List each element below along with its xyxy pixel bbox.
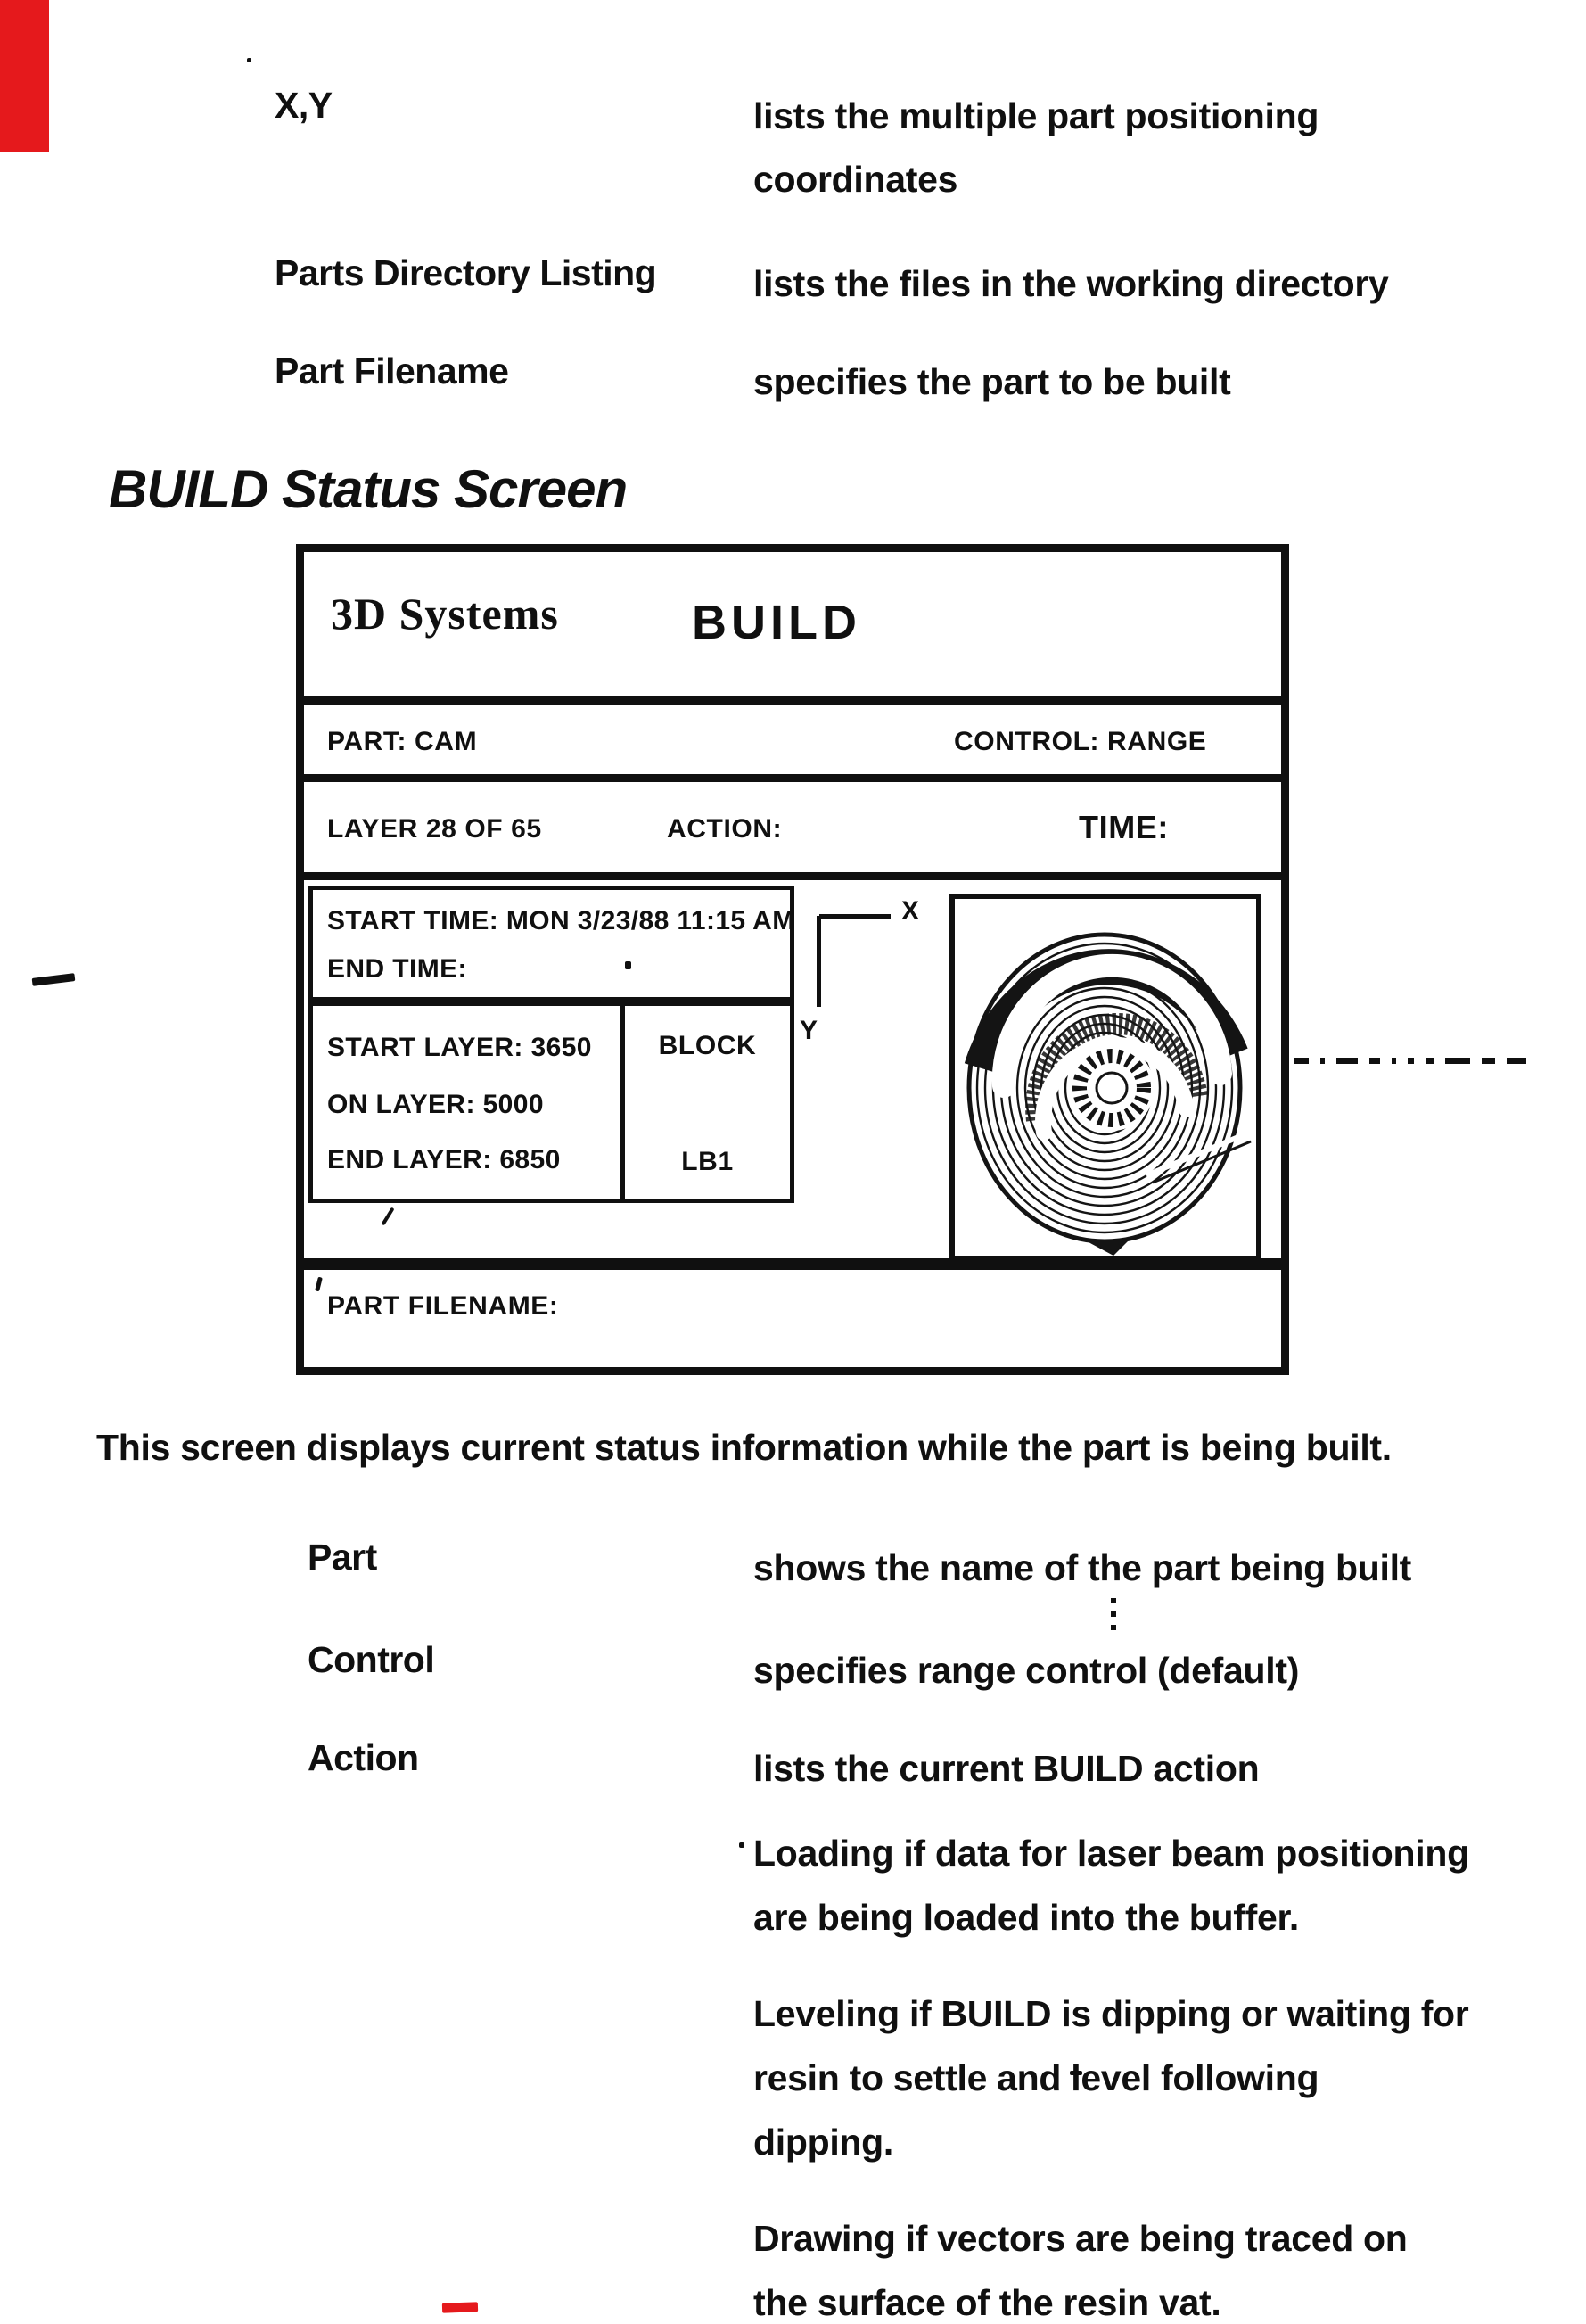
part-field: PART: CAM: [327, 727, 478, 756]
control-field: CONTROL: RANGE: [954, 727, 1207, 756]
definition-text: lists the current BUILD action: [753, 1748, 1260, 1789]
block-cell: [620, 1006, 790, 1199]
definition-term: Parts Directory Listing: [275, 252, 657, 293]
paragraph-line: dipping.: [753, 2122, 893, 2163]
time-field: TIME:: [1079, 809, 1169, 845]
definition-term: Part: [308, 1537, 377, 1578]
block-label: BLOCK: [658, 1031, 757, 1060]
stray-mark: [315, 1277, 323, 1292]
on-layer-field: ON LAYER: 5000: [327, 1090, 544, 1119]
pen-mark: [32, 973, 76, 986]
start-layer-field: START LAYER: 3650: [327, 1033, 592, 1062]
definition-text: shows the name of the part being built: [753, 1547, 1412, 1588]
paragraph-text: if BUILD is dipping or waiting for: [908, 1993, 1469, 2034]
stray-mark: [381, 1207, 394, 1226]
time-panel: [308, 886, 794, 1001]
definition-term: X,Y: [275, 85, 333, 126]
paragraph-line: the surface of the resin vat.: [753, 2282, 1221, 2323]
filename-row: [304, 1270, 1281, 1343]
status-area: [304, 880, 1281, 1270]
part-control-row: [304, 705, 1281, 782]
stray-mark: [625, 961, 631, 969]
pen-dashed-line: [1294, 1058, 1553, 1064]
definition-term: Part Filename: [275, 350, 509, 391]
paragraph-line: [753, 2215, 1408, 2262]
screen-title: BUILD: [692, 596, 861, 649]
stray-mark: [247, 58, 251, 62]
action-field: ACTION:: [667, 814, 783, 844]
stray-mark: [739, 1842, 744, 1848]
layer-values: [313, 1006, 620, 1199]
stray-mark: [1111, 1598, 1116, 1632]
y-axis-line: [817, 916, 821, 1007]
cam-part-figure: [949, 894, 1261, 1261]
scan-red-bar: [0, 0, 49, 152]
cam-cross-section-drawing: [955, 899, 1256, 1256]
y-axis-label: Y: [800, 1016, 818, 1045]
end-layer-field: END LAYER: 6850: [327, 1145, 561, 1174]
paragraph-text: if data for laser beam positioning: [903, 1833, 1469, 1874]
layer-field: LAYER 28 OF 65: [327, 814, 542, 844]
beam-label: LB1: [681, 1147, 734, 1176]
action-keyword: Loading: [753, 1833, 894, 1874]
definition-term: Action: [308, 1737, 419, 1778]
definition-text: specifies range control (default): [753, 1650, 1300, 1691]
section-heading: BUILD Status Screen: [109, 459, 628, 519]
definition-text: lists the multiple part positioning: [753, 95, 1319, 136]
definition-text: specifies the part to be built: [753, 361, 1231, 402]
paragraph-text: if vectors are being traced on: [905, 2218, 1408, 2259]
start-time-field: START TIME: MON 3/23/88 11:15 AM: [327, 906, 795, 935]
paragraph-line: [753, 1830, 1469, 1876]
definition-term: Control: [308, 1639, 435, 1680]
paragraph-line: resin to settle and level following: [753, 2057, 1319, 2098]
end-time-field: END TIME:: [327, 954, 467, 984]
part-filename-field: PART FILENAME:: [327, 1291, 559, 1321]
action-keyword: Drawing: [753, 2218, 896, 2259]
definition-text: lists the files in the working directory: [753, 263, 1389, 304]
build-status-screen: [296, 544, 1289, 1375]
definition-text: coordinates: [753, 159, 958, 200]
layer-panel: [308, 1001, 794, 1203]
x-axis-line: [819, 914, 891, 919]
action-keyword: Leveling: [753, 1993, 900, 2034]
brand-logo: 3D Systems: [331, 589, 559, 639]
paragraph-line: are being loaded into the buffer.: [753, 1897, 1299, 1938]
layer-action-time-row: [304, 782, 1281, 880]
screen-header: [304, 552, 1281, 705]
paragraph-line: [753, 1990, 1468, 2037]
scan-red-dash: [442, 2302, 478, 2312]
screen-description: This screen displays current status information while the part is being built.: [96, 1427, 1392, 1468]
x-axis-label: X: [901, 896, 920, 926]
